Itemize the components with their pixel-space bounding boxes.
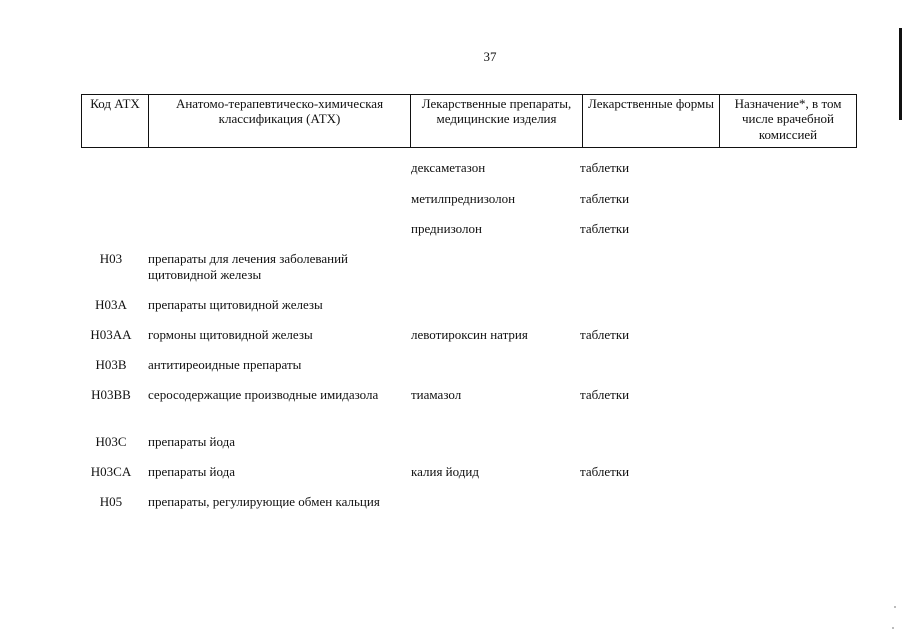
drug-name: тиамазол	[411, 387, 462, 402]
atc-code: H03A	[95, 297, 127, 312]
header-drugs: Лекарственные препараты, медицинские изделия	[411, 95, 583, 148]
header-code: Код АТХ	[82, 95, 149, 148]
drug-name: преднизолон	[411, 221, 482, 236]
dosage-form: таблетки	[580, 191, 630, 206]
header-forms: Лекарственные формы	[583, 95, 720, 148]
drug-name: калия йодид	[411, 464, 479, 479]
atc-classification: серосодержащие производные имидазола	[148, 387, 379, 402]
atc-code: H03B	[95, 357, 127, 372]
atc-code: H03BB	[91, 387, 131, 402]
drug-name: левотироксин натрия	[411, 327, 528, 342]
atc-classification: препараты щитовидной железы	[148, 297, 323, 312]
drug-name: метилпреднизолон	[411, 191, 516, 206]
atc-classification: препараты йода	[148, 434, 236, 449]
header-purpose: Назначение*, в том числе врачебной комиссией	[720, 95, 857, 148]
dosage-form: таблетки	[580, 160, 630, 175]
atc-code: H03	[99, 251, 123, 266]
atc-code: H03C	[95, 434, 127, 449]
dosage-form: таблетки	[580, 464, 630, 479]
page-number: 37	[483, 49, 497, 64]
scan-speck	[894, 606, 896, 608]
header-classification: Анатомо-терапевтическо-химическая классификация (АТХ)	[149, 95, 411, 148]
atc-classification: гормоны щитовидной железы	[148, 327, 313, 342]
dosage-form: таблетки	[580, 327, 630, 342]
atc-classification: препараты для лечения заболеваний щитовидной железы	[148, 251, 348, 282]
table-header	[81, 94, 857, 148]
dosage-form: таблетки	[580, 221, 630, 236]
atc-code: H05	[99, 494, 123, 509]
atc-classification: препараты йода	[148, 464, 236, 479]
atc-classification: антитиреоидные препараты	[148, 357, 302, 372]
dosage-form: таблетки	[580, 387, 630, 402]
scan-edge-mark	[899, 28, 902, 120]
atc-classification: препараты, регулирующие обмен кальция	[148, 494, 380, 509]
scan-speck	[892, 627, 894, 629]
drug-name: дексаметазон	[411, 160, 486, 175]
atc-code: H03AA	[90, 327, 132, 342]
atc-code: H03CA	[90, 464, 132, 479]
